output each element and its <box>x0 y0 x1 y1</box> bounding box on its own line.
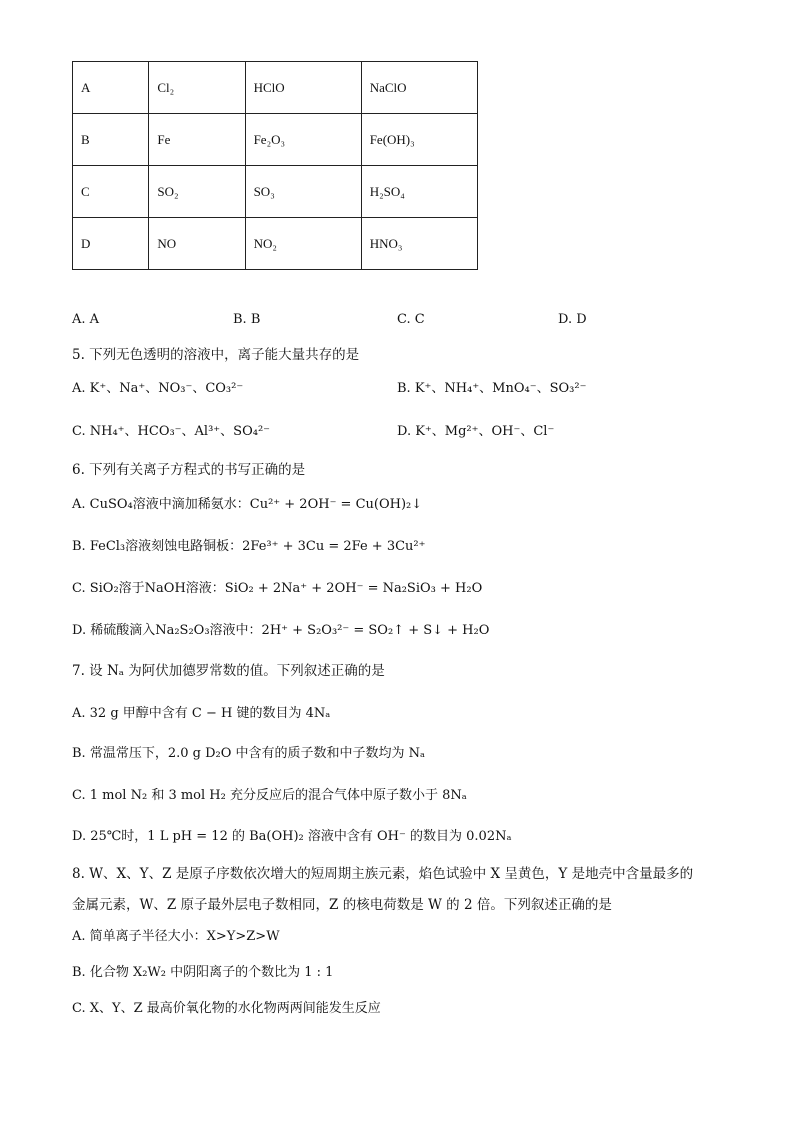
row-label: C <box>73 166 149 218</box>
q7-option-d[interactable]: D. 25℃时，1 L pH = 12 的 Ba(OH)₂ 溶液中含有 OH⁻ 的数目为 0.02Nₐ <box>72 829 512 844</box>
row-label: D <box>73 218 149 270</box>
q5-stem: 5. 下列无色透明的溶液中，离子能大量共存的是 <box>72 347 360 363</box>
cell: Fe₂O₃ <box>245 114 361 166</box>
q4-choices <box>72 312 732 330</box>
cell: Fe <box>149 114 245 166</box>
q7-option-a[interactable]: A. 32 g 甲醇中含有 C − H 键的数目为 4Nₐ <box>72 706 331 721</box>
q6-option-d[interactable]: D. 稀硫酸滴入Na₂S₂O₃溶液中：2H⁺ + S₂O₃²⁻ = SO₂↑ + S↓ + H₂O <box>72 623 490 638</box>
cell: SO₃ <box>245 166 361 218</box>
choice-c[interactable]: C. C <box>397 312 425 327</box>
q5-option-a[interactable]: A. K⁺、Na⁺、NO₃⁻、CO₃²⁻ <box>72 381 244 396</box>
q5-option-d[interactable]: D. K⁺、Mg²⁺、OH⁻、Cl⁻ <box>397 424 555 439</box>
row-label: A <box>73 62 149 114</box>
cell: H₂SO₄ <box>361 166 477 218</box>
q8-option-c[interactable]: C. X、Y、Z 最高价氧化物的水化物两两间能发生反应 <box>72 1001 381 1016</box>
cell: Cl₂ <box>149 62 245 114</box>
table-row <box>73 166 478 218</box>
q6-option-c[interactable]: C. SiO₂溶于NaOH溶液：SiO₂ + 2Na⁺ + 2OH⁻ = Na₂SiO₃ + H₂O <box>72 581 483 596</box>
q8-stem-line2: 金属元素，W、Z 原子最外层电子数相同，Z 的核电荷数是 W 的 2 倍。下列叙述正确的是 <box>72 897 612 913</box>
q7-option-c[interactable]: C. 1 mol N₂ 和 3 mol H₂ 充分反应后的混合气体中原子数小于 8Nₐ <box>72 788 467 803</box>
q8-option-b[interactable]: B. 化合物 X₂W₂ 中阴阳离子的个数比为 1 : 1 <box>72 965 334 980</box>
cell: SO₂ <box>149 166 245 218</box>
q6-option-a[interactable]: A. CuSO₄溶液中滴加稀氨水：Cu²⁺ + 2OH⁻ = Cu(OH)₂↓ <box>72 497 423 512</box>
row-label: B <box>73 114 149 166</box>
q5-option-c[interactable]: C. NH₄⁺、HCO₃⁻、Al³⁺、SO₄²⁻ <box>72 424 271 439</box>
q8-stem-line1: 8. W、X、Y、Z 是原子序数依次增大的短周期主族元素，焰色试验中 X 呈黄色，Y 是地壳中含量最多的 <box>72 866 694 882</box>
table-row <box>73 114 478 166</box>
cell: HNO₃ <box>361 218 477 270</box>
q6-option-b[interactable]: B. FeCl₃溶液刻蚀电路铜板：2Fe³⁺ + 3Cu = 2Fe + 3Cu²⁺ <box>72 539 426 554</box>
cell: NO₂ <box>245 218 361 270</box>
cell: Fe(OH)₃ <box>361 114 477 166</box>
cell: NaClO <box>361 62 477 114</box>
q7-stem: 7. 设 Nₐ 为阿伏加德罗常数的值。下列叙述正确的是 <box>72 663 385 679</box>
q8-option-a[interactable]: A. 简单离子半径大小：X>Y>Z>W <box>72 929 280 944</box>
choice-b[interactable]: B. B <box>233 312 261 327</box>
q7-option-b[interactable]: B. 常温常压下，2.0 g D₂O 中含有的质子数和中子数均为 Nₐ <box>72 746 426 761</box>
table-row <box>73 218 478 270</box>
table-row <box>73 62 478 114</box>
cell: NO <box>149 218 245 270</box>
cell: HClO <box>245 62 361 114</box>
choice-a[interactable]: A. A <box>72 312 100 327</box>
choice-d[interactable]: D. D <box>558 312 587 327</box>
options-table <box>72 61 478 270</box>
q5-option-b[interactable]: B. K⁺、NH₄⁺、MnO₄⁻、SO₃²⁻ <box>397 381 587 396</box>
q6-stem: 6. 下列有关离子方程式的书写正确的是 <box>72 462 306 478</box>
